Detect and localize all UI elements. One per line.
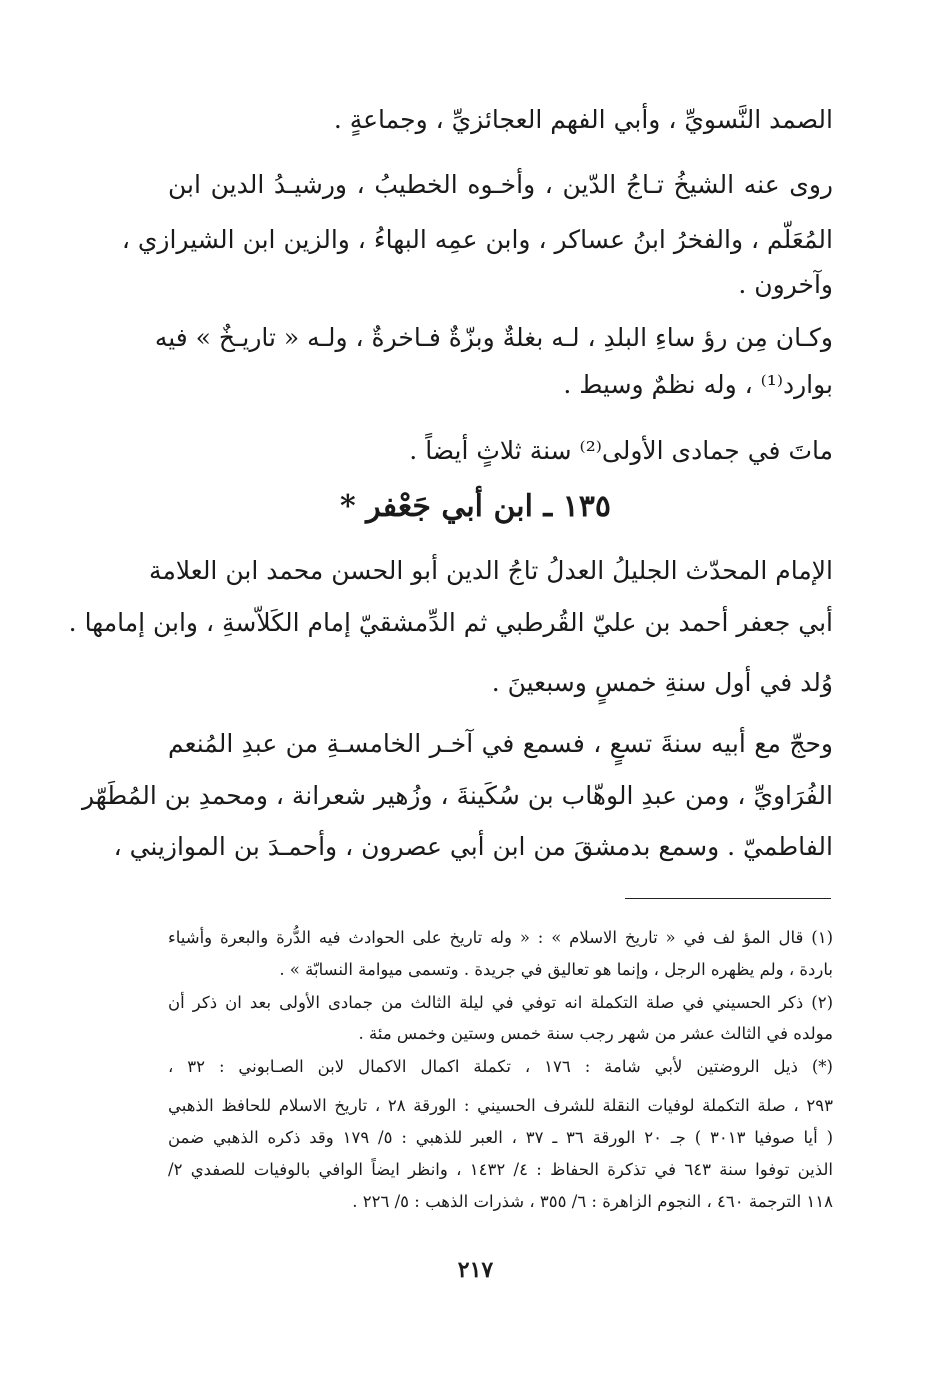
body-line: بوارد⁽¹⁾ ، وله نظمٌ وسيط . [563,370,833,399]
footnote-line: باردة ، ولم يظهره الرجل ، وإنما هو تعاليق في جريدة . وتسمى ميوامة النسابّة » . [279,960,833,979]
body-line: وآخرون . [738,270,833,299]
footnote-separator [625,898,831,899]
footnote-line: ( أيا صوفيا ٣٠١٣ ) جـ ٢٠ الورقة ٣٦ ـ ٣٧ ، العبر للذهبي : ٥/ ١٧٩ وقد ذكره الذهبي ضمن [168,1128,834,1147]
body-line: روى عنه الشيخُ تـاجُ الدّين ، وأخـوه الخطيبُ ، ورشيـدُ الدين ابن [168,170,833,199]
footnote-line: الذين توفوا سنة ٦٤٣ في تذكرة الحفاظ : ٤/ ١٤٣٢ ، وانظر ايضاً الوافي بالوفيات للصفدي ٢/ [168,1160,834,1179]
body-line: أبي جعفر أحمد بن عليّ القُرطبي ثم الدِّمشقيّ إمام الكَلاّسةِ ، وابن إمامها . [68,608,833,637]
body-line: وكـان مِن رؤ ساءِ البلدِ ، لـه بغلةٌ وبزّةٌ فـاخرةٌ ، ولـه « تاريـخٌ » فيه [154,323,833,352]
footnote-line: (٢) ذكر الحسيني في صلة التكملة انه توفي في ليلة الثالث من جمادى الأولى بعد ان ذكر أن [168,993,833,1012]
footnote-line: ١١٨ الترجمة ٤٦٠ ، النجوم الزاهرة : ٦/ ٣٥٥ ، شذرات الذهب : ٥/ ٢٢٦ . [352,1192,833,1211]
body-line: الفُرَاويِّ ، ومن عبدِ الوهّاب بن سُكَينةَ ، وزُهير شعرانة ، ومحمدِ بن المُطَهّر [81,781,833,810]
footnote-line: ٢٩٣ ، صلة التكملة لوفيات النقلة للشرف الحسيني : الورقة ٢٨ ، تاريخ الاسلام للحافظ الذهبي [168,1096,833,1115]
footnote-line: (*) ذيل الروضتين لأبي شامة : ١٧٦ ، تكملة اكمال الاكمال لابن الصـابوني : ٣٢ ، [168,1057,833,1076]
footnote-line: مولده في الثالث عشر من شهر رجب سنة خمس وستين وخمس مئة . [358,1024,833,1043]
footnote-line: (١) قال المؤ لف في « تاريخ الاسلام » : « وله تاريخ على الحوادث فيه الدُّرة والبعرة وأشياء [168,928,833,947]
body-line: الصمد النَّسويِّ ، وأبي الفهم العجائزيِّ ، وجماعةٍ . [333,105,833,134]
body-line: وحجّ مع أبيه سنةَ تسعٍ ، فسمع في آخـر الخامسـةِ من عبدِ المُنعم [168,729,833,758]
body-line: الفاطميّ . وسمع بدمشقَ من ابن أبي عصرون ، وأحمـدَ بن الموازيني ، [113,832,833,861]
body-line: المُعَلّم ، والفخرُ ابنُ عساكر ، وابن عمِه البهاءُ ، والزين ابن الشيرازي ، [121,225,833,254]
body-line: الإمام المحدّث الجليلُ العدلُ تاجُ الدين أبو الحسن محمد ابن العلامة [149,556,833,585]
page-number: ٢١٧ [457,1257,494,1283]
body-line: وُلد في أول سنةِ خمسٍ وسبعينَ . [491,668,833,697]
body-line: ماتَ في جمادى الأولى⁽²⁾ سنة ثلاثٍ أيضاً . [409,436,833,465]
entry-heading: ١٣٥ ـ ابن أبي جَعْفر * [340,489,611,524]
